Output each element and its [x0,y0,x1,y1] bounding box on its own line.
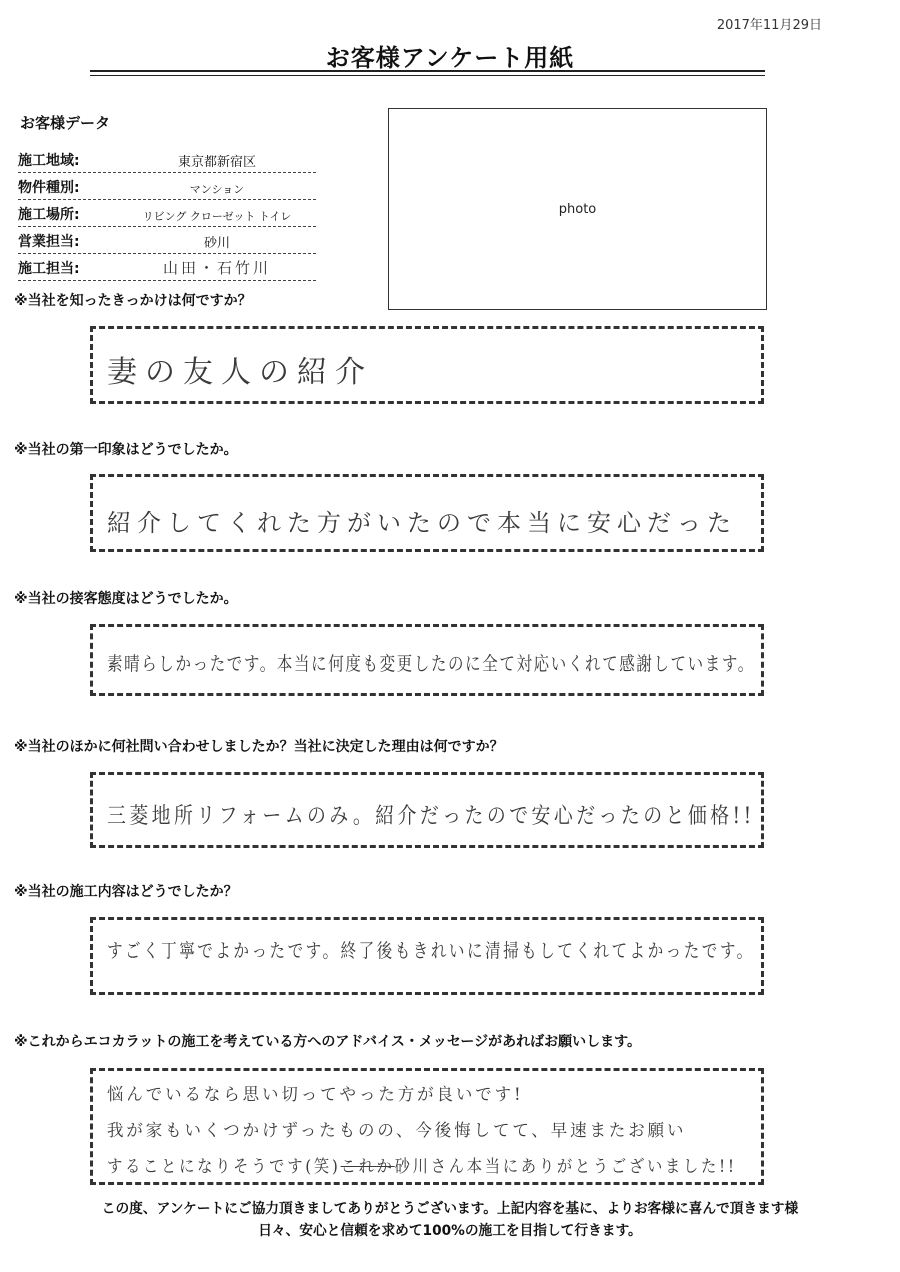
answer-box-6 [90,1068,764,1185]
answer-6-line-1: 悩んでいるなら思い切ってやった方が良いです! [107,1085,524,1105]
photo-placeholder [388,108,767,310]
answer-box-1 [90,326,764,404]
answer-6-struck-text: これか [340,1157,395,1177]
answer-box-5 [90,917,764,995]
answer-2: 紹介してくれた方がいたので本当に安心だった [107,509,737,537]
photo-label: photo [558,202,597,217]
answer-6-line-2: 我が家もいくつかけずったものの、今後悔してて、早速またお願い [107,1121,687,1141]
info-row-location [18,200,316,227]
question-5: ※当社の施工内容はどうでしたか？ [14,884,238,900]
answer-3: 素晴らしかったです。本当に何度も変更したのに全て対応いくれて感謝しています。 [107,653,755,675]
customer-info-table [18,146,316,281]
answer-6-line-3 [107,1149,737,1185]
construction-value: 山田・石竹川 [162,259,271,277]
location-label: 施工場所: [18,207,80,223]
answer-6 [107,1077,757,1185]
question-4: ※当社のほかに何社問い合わせしましたか？当社に決定した理由は何ですか？ [14,739,504,755]
location-value: リビング クローゼット トイレ [142,210,292,223]
footer-line-1: この度、アンケートにご協力頂きましてありがとうございます。上記内容を基に、よりお客様に喜んで頂きます様 [101,1201,799,1217]
area-value: 東京都新宿区 [177,155,256,170]
answer-6-line-3-start: することになりそうです(笑) [107,1157,341,1177]
info-row-construction [18,254,316,281]
area-label: 施工地域: [18,153,80,169]
sales-label: 営業担当: [18,234,80,250]
title-underline [90,70,765,76]
page-title: お客様アンケート用紙 [325,44,575,72]
footer-line-2: 日々、安心と信頼を求めて100%の施工を目指して行きます。 [258,1223,642,1239]
answer-box-4 [90,772,764,848]
info-row-sales [18,227,316,254]
answer-box-3 [90,624,764,696]
answer-6-line-3-end: 砂川さん本当にありがとうございました!! [394,1157,737,1177]
answer-1: 妻の友人の紹介 [107,355,373,390]
question-3: ※当社の接客態度はどうでしたか。 [14,591,238,607]
question-6: ※これからエコカラットの施工を考えている方へのアドバイス・メッセージがあればお願いします。 [14,1034,641,1050]
property-label: 物件種別: [18,180,80,196]
answer-5: すごく丁寧でよかったです。終了後もきれいに清掃もしてくれてよかったです。 [107,940,755,962]
sales-value: 砂川 [203,236,230,251]
survey-date: 2017年11月29日 [716,18,822,33]
answer-4: 三菱地所リフォームのみ。紹介だったので安心だったのと価格!! [107,804,755,829]
construction-label: 施工担当: [18,261,80,277]
info-row-property [18,173,316,200]
question-1: ※当社を知ったきっかけは何ですか？ [14,293,252,309]
question-2: ※当社の第一印象はどうでしたか。 [14,442,238,458]
customer-data-heading: お客様データ [20,114,111,132]
info-row-area [18,146,316,173]
answer-box-2 [90,474,764,552]
property-value: マンション [189,183,245,196]
